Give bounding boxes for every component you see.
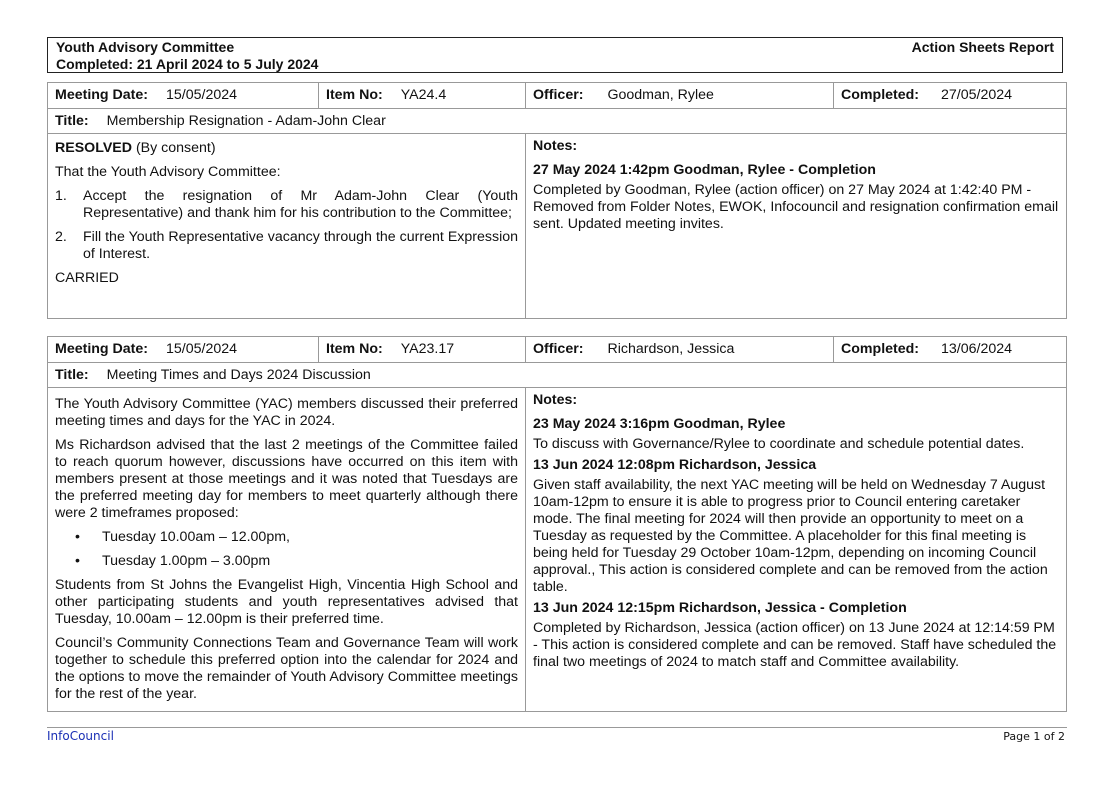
item-no-label: Item No: [326,87,383,103]
officer-label: Officer: [533,341,584,357]
discussion-text [48,388,525,711]
resolution-item-number: 1. [55,188,67,204]
note-heading: 23 May 2024 3:16pm Goodman, Rylee [533,416,786,432]
completed-cell [833,337,1066,362]
title-cell [48,109,1066,133]
discussion-paragraph: The Youth Advisory Committee (YAC) members discussed their preferred meeting times and days for the YAC in 2024. [55,396,518,429]
resolution-intro: That the Youth Advisory Committee: [55,164,281,180]
record-title-row [48,363,1066,388]
discussion-paragraph: Ms Richardson advised that the last 2 meetings of the Committee failed to reach quorum however, discussions have occurred on this item with members present at those meetings and it was noted that Tuesdays are the preferred meeting day for members to meet quarterly although there were 2 timeframes proposed: [55,437,518,521]
discussion-paragraph: Council’s Community Connections Team and Governance Team will work together to schedule this preferred option into the calendar for 2024 and the options to move the remainder of Youth Advisory Committee meetings for the rest of the year. [55,635,518,702]
officer-value: Richardson, Jessica [607,341,735,357]
resolved-heading: RESOLVED [55,140,132,156]
notes-label: Notes: [533,392,578,408]
record-body [48,388,1066,711]
completed-label: Completed: [841,341,920,357]
meeting-date-cell [48,337,318,362]
completed-value: 13/06/2024 [941,341,1013,357]
completed-value: 27/05/2024 [941,87,1013,103]
note-text: Completed by Goodman, Rylee (action officer) on 27 May 2024 at 1:42:40 PM - Removed from Folder Notes, EWOK, Infocouncil and resignation confirmation email sent. Updated meeting invites. [533,182,1059,232]
notes-panel [525,388,1066,711]
resolution-item [55,229,518,263]
resolution-text [48,134,525,318]
title-cell [48,363,1066,387]
completed-label: Completed: [841,87,920,103]
resolution-outcome: CARRIED [55,270,119,286]
officer-cell [525,83,833,108]
discussion-paragraph: Students from St Johns the Evangelist High, Vincentia High School and other participating students and youth representatives advised that Tuesday, 10.00am – 12.00pm is their preferred time. [55,577,518,627]
resolution-item-text: Fill the Youth Representative vacancy through the current Expression of Interest. [83,229,518,262]
resolution-item-number: 2. [55,229,67,245]
title-label: Title: [55,113,89,129]
item-no-cell [318,337,525,362]
notes-panel [525,134,1066,318]
note-text: To discuss with Governance/Rylee to coordinate and schedule potential dates. [533,436,1025,452]
meeting-date-value: 15/05/2024 [166,341,238,357]
timeframe-item [75,529,518,546]
note-heading: 13 Jun 2024 12:08pm Richardson, Jessica [533,457,817,473]
officer-value: Goodman, Rylee [607,87,714,103]
note-text: Given staff availability, the next YAC meeting will be held on Wednesday 7 August 10am-12pm to ensure it is able to progress prior to Council entering caretaker mode. The final meeting for 2024 will then provide an opportunity to meet on a Tuesday as requested by the Committee. A placeholder for this final meeting is being held for Tuesday 29 October 10am-12pm, depending on incoming Council approval., This action is considered complete and can be removed from the action table. [533,477,1048,595]
record-body [48,134,1066,318]
footer-brand: InfoCouncil [47,729,114,743]
item-no-label: Item No: [326,341,383,357]
meeting-date-value: 15/05/2024 [166,87,238,103]
resolved-consent: (By consent) [132,140,216,156]
report-type: Action Sheets Report [911,39,1054,55]
record-title-row [48,109,1066,134]
meeting-date-label: Meeting Date: [55,341,149,357]
officer-cell [525,337,833,362]
action-record [47,82,1067,319]
meeting-date-cell [48,83,318,108]
report-header [47,37,1063,73]
page-number: Page 1 of 2 [1003,730,1065,743]
meeting-date-label: Meeting Date: [55,87,149,103]
completed-cell [833,83,1066,108]
title-value: Meeting Times and Days 2024 Discussion [106,367,371,383]
item-no-cell [318,83,525,108]
bullet-icon: • [75,529,80,545]
title-value: Membership Resignation - Adam-John Clear [106,113,386,129]
officer-label: Officer: [533,87,584,103]
completed-range: Completed: 21 April 2024 to 5 July 2024 [56,56,319,72]
timeframe-text: Tuesday 1.00pm – 3.00pm [102,553,271,569]
timeframe-text: Tuesday 10.00am – 12.00pm, [102,529,290,545]
item-no-value: YA23.17 [400,341,455,357]
resolution-item-text: Accept the resignation of Mr Adam-John Clear (Youth Representative) and thank him for his contribution to the Committee; [83,188,518,221]
resolution-item [55,188,518,222]
note-heading: 27 May 2024 1:42pm Goodman, Rylee - Completion [533,162,876,178]
committee-name: Youth Advisory Committee [56,39,235,55]
action-record [47,336,1067,712]
record-meta-row [48,337,1066,363]
footer-divider [47,727,1067,728]
title-label: Title: [55,367,89,383]
note-heading: 13 Jun 2024 12:15pm Richardson, Jessica - Completion [533,600,907,616]
note-text: Completed by Richardson, Jessica (action officer) on 13 June 2024 at 12:14:59 PM - This action is considered complete and can be removed. Staff have scheduled the final two meetings of 2024 to match staff and Committee availability. [533,620,1057,670]
bullet-icon: • [75,553,80,569]
timeframe-item [75,553,518,570]
notes-label: Notes: [533,138,578,154]
record-meta-row [48,83,1066,109]
item-no-value: YA24.4 [400,87,447,103]
